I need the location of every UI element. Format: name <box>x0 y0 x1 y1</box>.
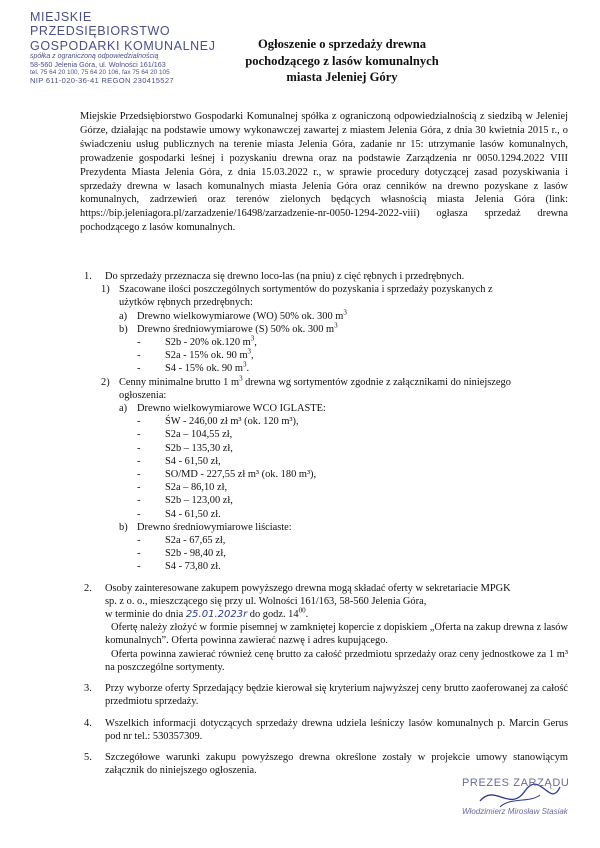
item-text: S2b - 20% ok.120 m <box>165 337 251 349</box>
group-b-text: Drewno średniowymiarowe liściaste: <box>137 521 292 533</box>
price-item <box>80 442 568 455</box>
section-2 <box>80 582 568 595</box>
sub2-line1-post: drewna wg sortymentów zgodnie z załącznikami do niniejszego <box>242 376 511 388</box>
price-group-a <box>80 402 568 415</box>
group-a-label: a) <box>119 403 128 415</box>
section-2-paragraph2: Ofertę należy złożyć w formie pisemnej w zamkniętej kopercie z dopiskiem „Oferta na zakup drewna z lasów komunalnych”. Oferta powinna zawierać nazwę i adres kupującego. <box>105 622 568 647</box>
price-item <box>80 547 568 560</box>
stamp-phones: tel. 75 64 20 100, 75 64 20 106, fax 75 64 20 105 <box>30 69 170 77</box>
price-item <box>80 494 568 507</box>
stamp-ids: NIP 611-020-36-41 REGON 230415527 <box>30 75 174 85</box>
title-line3: miasta Jeleniej Góry <box>286 70 398 85</box>
section-4-number: 4. <box>84 717 92 729</box>
price-item-text: S2b – 135,30 zł, <box>165 442 233 454</box>
list-item <box>80 349 568 362</box>
intro-paragraph: Miejskie Przedsiębiorstwo Gospodarki Komunalnej spółka z ograniczoną odpowiedzialnością z siedzibą w Jeleniej Górze, działając na podstawie umowy wykonawczej zawartej z miastem Jelenia Góra, z dnia 30 kwietnia 2015 r., o świadczeniu usług publicznych na terenie miasta Jelenia Góra, zadanie nr 15: utrzymanie lasów komunalnych, prowadzenie gospodarki leśnej i pozyskaniu drewna oraz na podstawie Zarządzenia nr 0050.1294.2022 VIII Prezydenta Miasta Jelenia Góra, z dnia 15.03.2022 r., w sprawie procedury dotyczącej zasad pozyskiwania i sprzedaży drewna w lasach komunalnych miasta Jelenia Góra oraz cenników na drewno pozyskane z lasów komunalnych, zadrzewień oraz terenów zielonych będących własnością miasta Jelenia Góra (link: https://bip.jeleniagora.pl/zarzadzenie/16498/zarzadzenie-nr-0050-1294-2022-viii) ogłasza sprzedaż drewna pochodzącego z lasów komunalnych. <box>80 111 568 234</box>
price-item <box>80 468 568 481</box>
deadline-sup: 00 <box>298 606 306 615</box>
price-item-text: S2a – 86,10 zł, <box>165 482 228 494</box>
section-5-text: Szczegółowe warunki zakupu powyższego drewna określone zostały w projekcie umowy stanowiącym załącznik do niniejszego ogłoszenia. <box>105 751 568 777</box>
dash: - <box>137 535 141 547</box>
price-item-text: S2b – 123,00 zł, <box>165 495 233 507</box>
section-1-sub2 <box>80 376 568 389</box>
section-1-sub1-line1: Szacowane ilości poszczególnych sortymentów do pozyskania i sprzedaży pozyskanych z <box>119 284 493 296</box>
deadline-end: . <box>305 609 309 621</box>
item-sup: 3 <box>250 334 255 343</box>
announcement-body <box>80 270 568 777</box>
dash: - <box>137 508 141 520</box>
price-item <box>80 455 568 468</box>
price-group-b <box>80 521 568 534</box>
section-1 <box>80 270 568 283</box>
item-tail: , <box>254 337 257 349</box>
section-3-text: Przy wyborze oferty Sprzedający będzie kierował się kryterium najwyższej ceny brutto zaoferowanej za całość przedmiotu sprzedaży. <box>105 683 568 708</box>
deadline-date: 25.01.2023r <box>185 609 248 621</box>
section-4-text: Wszelkich informacji dotyczących sprzedaży drewna udziela leśniczy lasów komunalnych p. Marcin Gerus pod nr tel.: 530357309. <box>105 717 568 742</box>
section-3 <box>80 682 568 708</box>
dash: - <box>137 561 141 573</box>
section-2-deadline <box>80 608 568 621</box>
price-item-text: S4 - 73,80 zł. <box>165 561 221 573</box>
signature-stamp <box>440 773 590 833</box>
list-item <box>80 323 568 336</box>
sub2-line1-sup: 3 <box>239 374 243 383</box>
section-4 <box>80 717 568 743</box>
group-b-label: b) <box>119 521 128 533</box>
title-line1: Ogłoszenie o sprzedaży drewna <box>257 37 427 51</box>
document-title <box>222 36 462 86</box>
section-1-sub1-number: 1) <box>101 284 110 296</box>
price-item-text: ŚW - 246,00 zł m³ (ok. 120 m³), <box>165 416 299 428</box>
section-1-sub1-line2: użytków rębnych przedrębnych: <box>119 297 253 309</box>
section-2-paragraph3: Oferta powinna zawierać również cenę brutto za całość przedmiotu sprzedaży oraz ceny jednostkowe za 1 m³ na poszczególne sortymenty. <box>105 648 568 673</box>
section-1-text: Do sprzedaży przeznacza się drewno loco-las (na pniu) z cięć rębnych i przedrębnych. <box>105 271 465 282</box>
price-item-text: S2a – 104,55 zł, <box>165 429 233 441</box>
stamp-name-line2: GOSPODARKI KOMUNALNEJ <box>30 38 216 53</box>
item-sup: 3 <box>242 360 247 369</box>
deadline-post: do godz. 14 <box>247 609 299 621</box>
price-item <box>80 415 568 428</box>
stamp-address: 58-560 Jelenia Góra, ul. Wolności 161/163 <box>30 60 166 70</box>
dash: - <box>137 337 141 349</box>
dash: - <box>137 363 141 375</box>
deadline-pre: w terminie do dnia <box>105 609 184 621</box>
dash: - <box>137 442 141 454</box>
title-line2: pochodzącego z lasów komunalnych <box>245 53 439 68</box>
list-item <box>80 362 568 375</box>
section-2-line1: Osoby zainteresowane zakupem powyższego drewna mogą składać oferty w sekretariacie MPGK <box>105 582 511 594</box>
item-tail: , <box>251 350 254 362</box>
dash: - <box>137 416 141 428</box>
stamp-legal-form: spółka z ograniczoną odpowiedzialnością <box>30 53 159 61</box>
item-sup: 3 <box>343 308 347 317</box>
section-1-number: 1. <box>84 271 92 282</box>
price-item-text: S2a - 67,65 zł, <box>165 535 226 547</box>
section-2-cont <box>80 595 568 608</box>
section-3-number: 3. <box>84 683 92 695</box>
item-text: S2a - 15% ok. 90 m <box>165 350 248 362</box>
item-tail: . <box>246 363 250 375</box>
item-sup: 3 <box>334 321 338 330</box>
sub2-line1-pre: Cenny minimalne brutto 1 m <box>119 376 240 388</box>
dash: - <box>137 429 141 441</box>
price-item <box>80 508 568 521</box>
company-stamp <box>30 10 218 86</box>
section-1-sub2-number: 2) <box>101 376 110 388</box>
price-item-text: SO/MD - 227,55 zł m³ (ok. 180 m³), <box>165 469 317 481</box>
price-item <box>80 428 568 441</box>
dash: - <box>137 455 141 467</box>
price-item-text: S4 - 61,50 zł. <box>165 508 221 520</box>
list-item <box>80 310 568 323</box>
section-1-sub1-cont <box>80 296 568 309</box>
item-text: Drewno wielkowymiarowe (WO) 50% ok. 300 m <box>137 310 344 322</box>
dash: - <box>137 469 141 481</box>
item-label: a) <box>119 310 128 322</box>
item-label: b) <box>119 323 128 335</box>
dash: - <box>137 482 141 494</box>
dash: - <box>137 548 141 560</box>
item-sup: 3 <box>247 347 252 356</box>
list-item <box>80 336 568 349</box>
dash: - <box>137 350 141 362</box>
section-5-number: 5. <box>84 751 92 763</box>
section-1-sub2-cont <box>80 389 568 402</box>
section-2-line2: sp. z o. o., mieszczącego się przy ul. Wolności 161/163, 58-560 Jelenia Góra, <box>105 595 427 607</box>
price-item-text: S2b - 98,40 zł, <box>165 548 226 560</box>
section-2-number: 2. <box>84 582 92 594</box>
dash: - <box>137 495 141 507</box>
price-item <box>80 481 568 494</box>
price-item <box>80 560 568 573</box>
group-a-text: Drewno wielkowymiarowe WCO IGLASTE: <box>137 403 326 415</box>
item-text: S4 - 15% ok. 90 m <box>165 363 243 375</box>
item-text: Drewno średniowymiarowe (S) 50% ok. 300 m <box>137 323 335 335</box>
price-item-text: S4 - 61,50 zł, <box>165 455 221 467</box>
sub2-line2: ogłoszenia: <box>119 389 167 401</box>
price-item <box>80 534 568 547</box>
signature-name: Włodzimierz Mirosław Stasiak <box>462 807 568 816</box>
signature-title: PREZES ZARZĄDU <box>462 777 570 789</box>
section-1-sub1 <box>80 283 568 296</box>
stamp-name-line1: MIEJSKIE PRZEDSIĘBIORSTWO <box>30 10 171 39</box>
